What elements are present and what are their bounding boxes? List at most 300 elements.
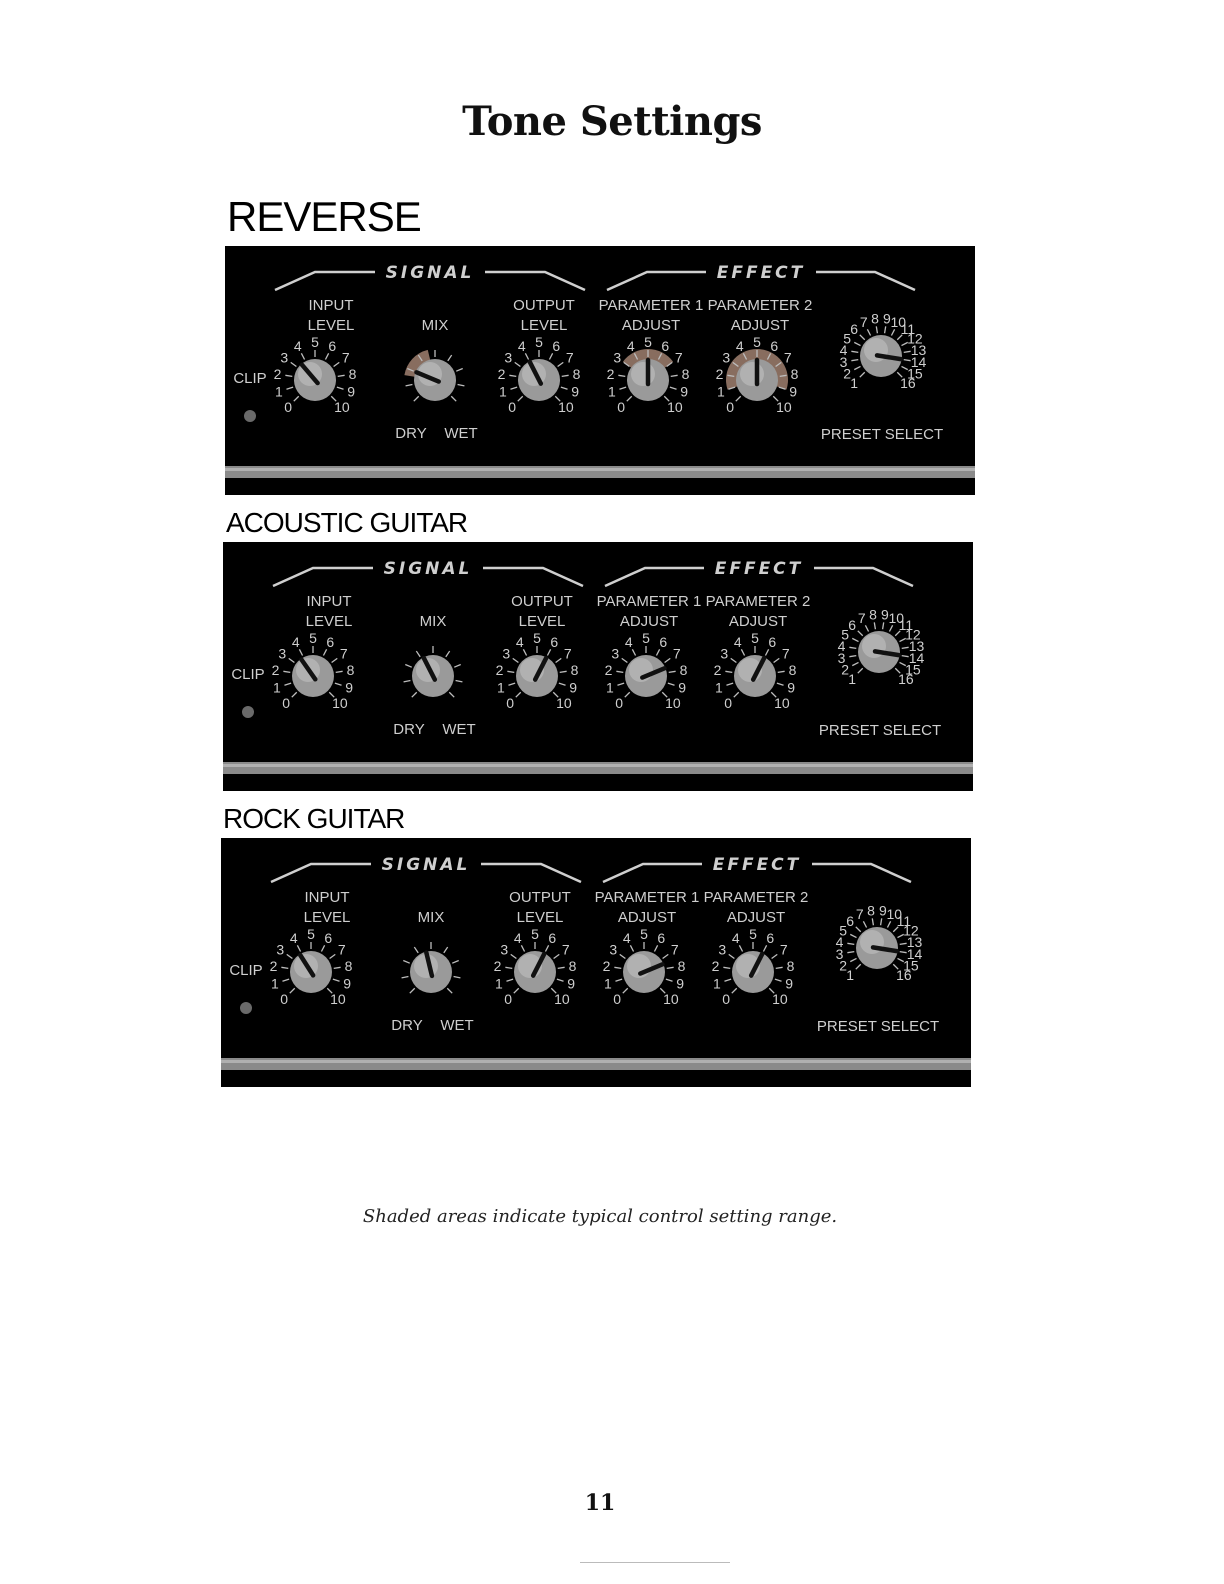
preset-select-knob-tick (858, 631, 863, 636)
input-level-knob-tick (321, 945, 324, 951)
parameter-1-label-2: ADJUST (617, 909, 677, 926)
signal-bracket-left-line (271, 864, 371, 882)
preset-select-knob (838, 606, 925, 686)
output-level-knob-tick (521, 945, 524, 951)
clip-led (242, 706, 254, 718)
parameter-1-label-2: ADJUST (619, 613, 679, 630)
input-level-knob-scale-label: 8 (344, 958, 353, 975)
output-level-knob-scale-label: 3 (504, 349, 513, 366)
parameter-1-knob-scale-label: 1 (603, 975, 612, 992)
signal-bracket (273, 559, 583, 586)
output-level-knob (496, 630, 579, 711)
output-level-knob-scale-label: 7 (563, 645, 572, 662)
input-level-label: INPUT (308, 297, 354, 314)
effect-bracket-left-line (605, 568, 704, 586)
input-level-knob-tick (294, 396, 299, 401)
output-level-knob-tick (558, 967, 565, 968)
mix-knob-tick (403, 961, 409, 964)
output-level-knob-scale-label: 5 (535, 334, 543, 350)
output-level-knob-tick (514, 988, 519, 993)
preset-select-knob-scale-label: 13 (910, 342, 927, 359)
panel-trim-strip (225, 466, 975, 478)
signal-bracket-right-line (483, 568, 583, 586)
input-level-knob-tick (333, 979, 340, 981)
parameter-1-knob-tick (667, 967, 674, 968)
output-level-label-2: LEVEL (518, 613, 566, 630)
parameter-1-knob-scale-label: 4 (624, 634, 633, 651)
wet-label: WET (444, 425, 478, 442)
parameter-1-knob-tick (663, 954, 669, 958)
input-level-knob-tick (301, 353, 304, 359)
parameter-1-knob (607, 334, 690, 415)
preset-select-knob-tick (902, 647, 909, 648)
preset-select-knob-scale-label: 3 (839, 353, 848, 370)
preset-select-knob-tick (891, 329, 894, 335)
output-level-knob-scale-label: 8 (570, 662, 579, 679)
output-level-knob-tick (505, 967, 512, 968)
parameter-1-label-2: ADJUST (621, 317, 681, 334)
output-level-knob-scale-label: 7 (565, 349, 574, 366)
input-level-knob-scale-label: 6 (326, 634, 335, 651)
parameter-1-knob-tick (627, 396, 632, 401)
parameter-1-knob-tick (632, 649, 635, 655)
output-level-knob-scale-label: 9 (569, 679, 578, 696)
mix-knob-tick (449, 692, 454, 697)
effect-panel-rock-guitar (221, 838, 971, 1087)
effect-bracket-left-line (607, 272, 706, 290)
preset-select-label: PRESET SELECT (820, 426, 944, 443)
parameter-1-knob-tick (665, 658, 671, 662)
input-level-knob-scale-label: 4 (289, 930, 298, 947)
parameter-1-knob-tick (619, 387, 626, 389)
parameter-1-knob-scale-label: 5 (640, 926, 648, 942)
output-level-knob-scale-label: 7 (561, 941, 570, 958)
preset-select-knob-scale-label: 15 (905, 661, 921, 678)
preset-select-knob-scale-label: 10 (886, 906, 903, 923)
preset-select-knob-scale-label: 15 (903, 957, 919, 974)
mix-knob-tick (452, 961, 458, 964)
dry-label: DRY (391, 1017, 423, 1034)
parameter-2-knob-tick (772, 954, 778, 958)
preset-select-knob-tick (847, 943, 854, 944)
output-level-knob-scale-label: 6 (552, 338, 561, 355)
parameter-2-knob-tick (731, 658, 737, 662)
preset-select-knob-tick (850, 958, 856, 961)
input-level-knob-tick (283, 671, 290, 672)
input-level-knob-scale-label: 0 (282, 694, 291, 711)
parameter-1-knob-scale-label: 8 (681, 366, 690, 383)
preset-select-knob-tick (881, 918, 882, 925)
preset-select-knob-scale-label: 7 (857, 610, 866, 627)
output-level-knob-scale-label: 10 (554, 990, 570, 1007)
parameter-1-knob-tick (656, 649, 659, 655)
output-level-knob-tick (518, 396, 523, 401)
output-level-knob-tick (508, 683, 515, 685)
input-level-knob-tick (285, 375, 292, 376)
parameter-1-knob-tick (625, 692, 630, 697)
parameter-2-knob-scale-label: 3 (722, 349, 731, 366)
parameter-2-knob-scale-label: 1 (712, 975, 721, 992)
effect-panel-acoustic-guitar (223, 542, 973, 791)
parameter-2-knob-scale-label: 9 (789, 383, 798, 400)
input-level-knob-tick (335, 683, 342, 685)
input-level-knob-tick (299, 649, 302, 655)
signal-bracket-left-line (275, 272, 375, 290)
preset-select-knob-tick (849, 656, 856, 657)
output-level-knob-scale-label: 3 (500, 941, 509, 958)
preset-select-knob-tick (852, 662, 858, 665)
panel-controls (221, 838, 971, 1087)
input-level-label-2: LEVEL (307, 317, 355, 334)
output-level-knob-scale-label: 5 (533, 630, 541, 646)
output-level-knob-tick (523, 649, 526, 655)
preset-select-knob-scale-label: 10 (888, 610, 905, 627)
output-level-knob-scale-label: 4 (515, 634, 524, 651)
parameter-1-knob-tick (670, 387, 677, 389)
clip-label: CLIP (229, 962, 263, 979)
input-level-knob-scale-label: 10 (330, 990, 346, 1007)
preset-select-knob-tick (883, 622, 884, 629)
parameter-1-knob-scale-label: 5 (642, 630, 650, 646)
parameter-1-knob-scale-label: 9 (676, 975, 685, 992)
output-level-knob-scale-label: 8 (572, 366, 581, 383)
input-level-knob-scale-label: 1 (274, 383, 283, 400)
output-level-knob-tick (525, 353, 528, 359)
output-level-knob-scale-label: 1 (494, 975, 503, 992)
preset-select-knob-tick (856, 927, 861, 932)
input-level-knob-scale-label: 7 (341, 349, 350, 366)
output-level-knob-tick (516, 692, 521, 697)
input-level-knob-scale-label: 2 (273, 366, 282, 383)
panel-trim-highlight (221, 1060, 971, 1063)
preset-select-knob-tick (851, 360, 858, 361)
parameter-1-knob-scale-label: 1 (605, 679, 614, 696)
preset-select-knob-scale-label: 8 (867, 902, 875, 919)
preset-select-knob-tick (887, 921, 890, 927)
parameter-2-knob-scale-label: 0 (726, 398, 735, 415)
preset-select-knob-tick (847, 952, 854, 953)
section-heading-rock-guitar: ROCK GUITAR (223, 803, 405, 834)
input-level-knob-scale-label: 8 (348, 366, 357, 383)
parameter-1-knob-tick (615, 979, 622, 981)
effect-bracket (607, 263, 915, 290)
output-level-knob-scale-label: 2 (493, 958, 502, 975)
input-level-knob-scale-label: 9 (343, 975, 352, 992)
output-level-knob-tick (562, 375, 569, 376)
preset-select-knob-tick (867, 329, 870, 335)
preset-select-knob-scale-label: 6 (846, 913, 855, 930)
parameter-2-knob-tick (739, 945, 742, 951)
parameter-1-knob (603, 926, 686, 1007)
input-level-knob-scale-label: 4 (291, 634, 300, 651)
section-heading-acoustic-guitar: ACOUSTIC GUITAR (226, 507, 468, 538)
output-level-knob-tick (560, 671, 567, 672)
preset-select-knob-tick (904, 351, 911, 352)
output-level-knob (494, 926, 577, 1007)
preset-select-knob-tick (865, 625, 868, 631)
preset-select-knob-scale-label: 2 (843, 365, 852, 382)
parameter-1-knob-scale-label: 4 (622, 930, 631, 947)
output-level-knob-tick (513, 658, 519, 662)
clip-label: CLIP (231, 666, 265, 683)
output-level-knob-scale-label: 1 (496, 679, 505, 696)
signal-bracket-right-line (481, 864, 581, 882)
panel-trim-highlight (225, 468, 975, 471)
parameter-1-knob-scale-label: 9 (680, 383, 689, 400)
input-level-knob (270, 926, 353, 1007)
preset-select-knob-scale-label: 10 (890, 314, 907, 331)
output-level-knob-scale-label: 10 (556, 694, 572, 711)
output-level-knob-tick (549, 353, 552, 359)
input-level-knob-tick (325, 353, 328, 359)
preset-select-label: PRESET SELECT (816, 1018, 940, 1035)
preset-select-knob-scale-label: 6 (850, 321, 859, 338)
output-level-knob-scale-label: 5 (531, 926, 539, 942)
preset-select-knob-scale-label: 9 (881, 606, 889, 623)
input-level-knob-scale-label: 9 (347, 383, 356, 400)
parameter-1-knob-tick (614, 967, 621, 968)
preset-select-label: PRESET SELECT (818, 722, 942, 739)
wet-label: WET (442, 721, 476, 738)
effect-bracket-label: EFFECT (716, 263, 806, 283)
mix-knob-tick (405, 665, 411, 668)
output-level-knob-scale-label: 10 (558, 398, 574, 415)
parameter-1-knob-scale-label: 4 (626, 338, 635, 355)
section-heading-reverse: REVERSE (227, 193, 421, 240)
preset-select-knob-scale-label: 5 (839, 922, 848, 939)
preset-select-knob-tick (872, 918, 873, 925)
parameter-1-knob-scale-label: 5 (644, 334, 652, 350)
mix-knob-tick (404, 680, 411, 681)
preset-select-knob (840, 310, 927, 390)
parameter-2-knob-scale-label: 4 (735, 338, 744, 355)
parameter-1-knob-tick (618, 375, 625, 376)
input-level-knob-scale-label: 1 (272, 679, 281, 696)
parameter-1-knob-scale-label: 0 (615, 694, 624, 711)
output-level-knob-tick (545, 945, 548, 951)
input-level-knob-tick (290, 988, 295, 993)
output-level-knob (498, 334, 581, 415)
clip-led (240, 1002, 252, 1014)
preset-select-knob-scale-label: 8 (871, 310, 879, 327)
parameter-1-knob-scale-label: 10 (665, 694, 681, 711)
parameter-2-knob-scale-label: 8 (790, 366, 799, 383)
preset-select-knob-tick (889, 625, 892, 631)
parameter-1-knob-scale-label: 0 (613, 990, 622, 1007)
parameter-2-knob-scale-label: 6 (766, 930, 775, 947)
output-level-knob-scale-label: 4 (517, 338, 526, 355)
mix-knob-tick (454, 976, 461, 977)
output-level-knob-tick (547, 649, 550, 655)
mix-knob (404, 646, 463, 697)
parameter-2-label: PARAMETER 2 (705, 593, 811, 610)
preset-select-knob-tick (851, 351, 858, 352)
mix-label: MIX (419, 613, 447, 630)
mix-knob-tick (446, 651, 450, 657)
parameter-2-knob-tick (729, 954, 735, 958)
preset-select-knob-tick (860, 372, 865, 377)
footer-rule (580, 1562, 730, 1563)
output-level-knob-scale-label: 2 (497, 366, 506, 383)
preset-select-knob-scale-label: 14 (908, 649, 925, 666)
preset-select-knob-scale-label: 2 (841, 661, 850, 678)
effect-bracket (605, 559, 913, 586)
parameter-1-label: PARAMETER 1 (598, 297, 704, 314)
mix-knob-tick (416, 651, 420, 657)
parameter-2-knob-scale-label: 3 (720, 645, 729, 662)
parameter-1-knob-scale-label: 2 (602, 958, 611, 975)
preset-select-knob-tick (852, 638, 858, 641)
parameter-2-label-2: ADJUST (728, 613, 788, 630)
parameter-1-knob-scale-label: 7 (672, 645, 681, 662)
preset-select-knob-scale-label: 12 (903, 922, 919, 939)
signal-bracket-label: SIGNAL (381, 855, 471, 875)
preset-select-knob-scale-label: 15 (907, 365, 923, 382)
mix-knob-tick (410, 988, 415, 993)
panel-trim-strip (223, 762, 973, 774)
parameter-1-knob-tick (620, 954, 626, 958)
parameter-1-knob-tick (616, 671, 623, 672)
parameter-2-knob-scale-label: 1 (714, 679, 723, 696)
parameter-2-label: PARAMETER 2 (707, 297, 813, 314)
parameter-2-knob-scale-label: 7 (781, 645, 790, 662)
input-level-knob-tick (286, 387, 293, 389)
parameter-2-knob-scale-label: 6 (768, 634, 777, 651)
parameter-1-knob-scale-label: 7 (670, 941, 679, 958)
mix-label: MIX (417, 909, 445, 926)
parameter-2-label-2: ADJUST (730, 317, 790, 334)
parameter-1-knob (605, 630, 688, 711)
parameter-2-knob (714, 630, 797, 711)
output-level-knob-tick (511, 954, 517, 958)
parameter-1-knob-scale-label: 1 (607, 383, 616, 400)
input-level-knob-scale-label: 7 (339, 645, 348, 662)
effect-bracket-label: EFFECT (712, 855, 802, 875)
output-level-knob-scale-label: 0 (506, 694, 515, 711)
parameter-2-knob-tick (763, 945, 766, 951)
parameter-2-knob-scale-label: 1 (716, 383, 725, 400)
parameter-2-knob-scale-label: 10 (776, 398, 792, 415)
parameter-1-knob-scale-label: 6 (657, 930, 666, 947)
parameter-2-knob-scale-label: 2 (715, 366, 724, 383)
parameter-2-knob-tick (777, 683, 784, 685)
output-level-knob-tick (556, 658, 562, 662)
input-level-knob-tick (282, 979, 289, 981)
preset-select-knob-tick (876, 326, 877, 333)
input-level-knob-tick (337, 387, 344, 389)
effect-bracket-right-line (814, 568, 913, 586)
parameter-1-knob-scale-label: 9 (678, 679, 687, 696)
output-level-knob-tick (507, 671, 514, 672)
panel-trim-strip (221, 1058, 971, 1070)
parameter-2-knob (716, 334, 799, 415)
output-level-knob-tick (558, 362, 564, 366)
preset-select-knob-scale-label: 14 (906, 945, 923, 962)
preset-select-knob-scale-label: 2 (839, 957, 848, 974)
preset-select-knob-scale-label: 13 (906, 934, 923, 951)
preset-select-knob-scale-label: 7 (855, 906, 864, 923)
parameter-1-knob-scale-label: 2 (604, 662, 613, 679)
parameter-2-knob-scale-label: 6 (770, 338, 779, 355)
output-level-knob-tick (515, 362, 521, 366)
clip-label: CLIP (233, 370, 267, 387)
parameter-1-knob-scale-label: 6 (661, 338, 670, 355)
effect-bracket-right-line (816, 272, 915, 290)
parameter-2-knob-scale-label: 2 (713, 662, 722, 679)
preset-select-knob-scale-label: 4 (837, 638, 846, 655)
input-level-knob-scale-label: 3 (280, 349, 289, 366)
input-level-knob-tick (281, 967, 288, 968)
output-level-label: OUTPUT (511, 593, 573, 610)
output-level-knob-scale-label: 2 (495, 662, 504, 679)
parameter-2-knob-scale-label: 8 (786, 958, 795, 975)
parameter-2-knob-tick (724, 979, 731, 981)
parameter-2-knob-scale-label: 5 (749, 926, 757, 942)
preset-select-knob-tick (900, 943, 907, 944)
input-level-knob-tick (289, 658, 295, 662)
output-level-knob-tick (559, 683, 566, 685)
mix-knob-tick (412, 692, 417, 697)
preset-select-knob-scale-label: 4 (835, 934, 844, 951)
preset-select-knob-scale-label: 6 (848, 617, 857, 634)
effect-bracket-left-line (603, 864, 702, 882)
parameter-2-knob-scale-label: 5 (753, 334, 761, 350)
parameter-2-knob-tick (725, 671, 732, 672)
preset-select-knob-tick (863, 921, 866, 927)
preset-select-knob-scale-label: 16 (898, 670, 914, 687)
signal-bracket-label: SIGNAL (385, 263, 475, 283)
mix-knob-tick (414, 396, 419, 401)
preset-select-knob-scale-label: 5 (841, 626, 850, 643)
parameter-1-knob-scale-label: 10 (663, 990, 679, 1007)
preset-select-knob-scale-label: 4 (839, 342, 848, 359)
parameter-2-knob-scale-label: 9 (785, 975, 794, 992)
parameter-2-label: PARAMETER 2 (703, 889, 809, 906)
panel-trim-highlight (223, 764, 973, 767)
signal-bracket-right-line (485, 272, 585, 290)
input-level-knob-scale-label: 5 (311, 334, 319, 350)
input-level-label-2: LEVEL (303, 909, 351, 926)
preset-select-knob-scale-label: 1 (848, 670, 857, 687)
preset-select-knob-scale-label: 11 (896, 913, 912, 930)
parameter-1-knob-tick (630, 945, 633, 951)
output-level-knob-scale-label: 6 (550, 634, 559, 651)
preset-select-knob-tick (902, 656, 909, 657)
input-level-knob-scale-label: 3 (278, 645, 287, 662)
clip-led (244, 410, 256, 422)
output-level-knob-scale-label: 1 (498, 383, 507, 400)
parameter-1-knob-scale-label: 7 (674, 349, 683, 366)
parameter-2-knob-scale-label: 10 (772, 990, 788, 1007)
input-level-knob-tick (330, 954, 336, 958)
mix-knob-tick (447, 988, 452, 993)
parameter-2-knob-tick (734, 692, 739, 697)
input-level-knob-scale-label: 3 (276, 941, 285, 958)
preset-select-knob-scale-label: 3 (837, 649, 846, 666)
output-level-knob-scale-label: 4 (513, 930, 522, 947)
preset-select-knob-tick (850, 934, 856, 937)
parameter-1-knob-scale-label: 8 (679, 662, 688, 679)
output-level-label: OUTPUT (513, 297, 575, 314)
effect-bracket-label: EFFECT (714, 559, 804, 579)
input-level-knob (272, 630, 355, 711)
mix-knob-tick (444, 947, 448, 953)
parameter-1-knob-tick (654, 945, 657, 951)
parameter-1-knob-scale-label: 3 (609, 941, 618, 958)
mix-knob-tick (406, 384, 413, 385)
parameter-2-knob-scale-label: 0 (722, 990, 731, 1007)
mix-knob-tick (458, 384, 465, 385)
